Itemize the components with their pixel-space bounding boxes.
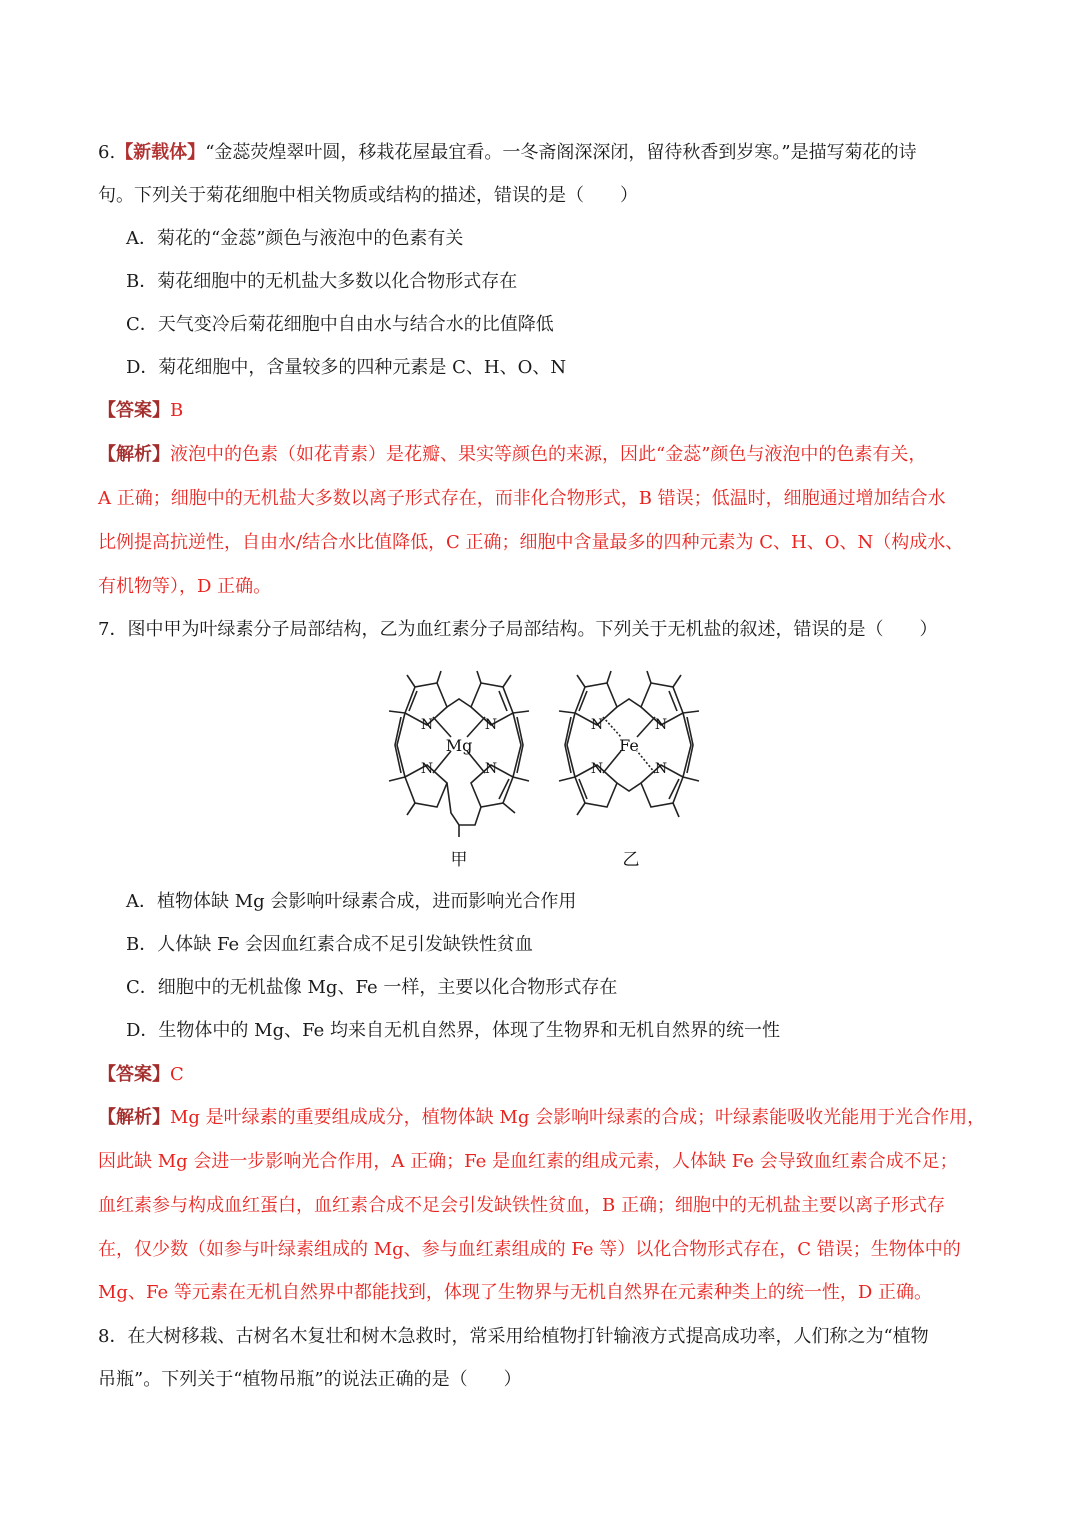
q7-analysis-line-1 <box>98 1105 998 1131</box>
q7-analysis-line-3: 血红素参与构成血红蛋白，血红素合成不足会引发缺铁性贫血，B 正确；细胞中的无机盐主要以离子形式存 <box>98 1195 945 1216</box>
q6-tag: 【新载体】 <box>115 142 206 163</box>
q7-option-c: C．细胞中的无机盐像 Mg、Fe 一样，主要以化合物形式存在 <box>126 977 618 998</box>
chlorophyll-caption: 甲 <box>450 850 468 870</box>
q7-analysis-text-1: Mg 是叶绿素的重要组成成分，植物体缺 Mg 会影响叶绿素的合成；叶绿素能吸收光能用于光合作用， <box>170 1107 986 1128</box>
q6-option-b: B．菊花细胞中的无机盐大多数以化合物形式存在 <box>126 271 518 292</box>
q6-analysis-line-2: A 正确；细胞中的无机盐大多数以离子形式存在，而非化合物形式，B 错误；低温时，细胞通过增加结合水 <box>98 488 946 509</box>
chlorophyll-center-metal: Mg <box>445 736 473 755</box>
q8-stem-line-2: 吊瓶”。下列关于“植物吊瓶”的说法正确的是（ ） <box>98 1369 522 1390</box>
q6-analysis-line-3: 比例提高抗逆性，自由水/结合水比值降低，C 正确；细胞中含量最多的四种元素为 C、H、O、N（构成水、 <box>98 532 964 553</box>
q7-analysis-line-4: 在，仅少数（如参与叶绿素组成的 Mg、参与血红素组成的 Fe 等）以化合物形式存在，C 错误；生物体中的 <box>98 1239 961 1260</box>
chlorophyll-n-top-right: N <box>484 717 498 733</box>
heme-n-bottom-right: N <box>654 761 668 777</box>
q7-answer-label: 【答案】 <box>98 1064 170 1085</box>
q6-stem-text-1: “金蕊荧煌翠叶圆，移栽花屋最宜看。一冬斋阁深深闭，留待秋香到岁寒。”是描写菊花的诗 <box>205 142 917 163</box>
q7-stem: 7．图中甲为叶绿素分子局部结构，乙为血红素分子局部结构。下列关于无机盐的叙述，错误的是（ ） <box>98 619 938 640</box>
q7-analysis-label: 【解析】 <box>98 1107 170 1128</box>
q6-stem-line-2: 句。下列关于菊花细胞中相关物质或结构的描述，错误的是（ ） <box>98 185 638 206</box>
q6-analysis-label: 【解析】 <box>98 444 170 465</box>
heme-n-top-right: N <box>654 717 668 733</box>
q7-analysis-line-2: 因此缺 Mg 会进一步影响光合作用，A 正确；Fe 是血红素的组成元素，人体缺 Fe 会导致血红素合成不足； <box>98 1151 958 1172</box>
q6-stem-line-1 <box>98 140 998 166</box>
q8-stem-line-1: 8．在大树移栽、古树名木复壮和树木急救时，常采用给植物打针输液方式提高成功率，人们称之为“植物 <box>98 1326 929 1347</box>
chlorophyll-n-top-left: N <box>420 717 434 733</box>
q7-option-b: B．人体缺 Fe 会因血红素合成不足引发缺铁性贫血 <box>126 934 533 955</box>
q6-analysis-line-1 <box>98 442 998 468</box>
heme-n-top-left: N <box>590 717 604 733</box>
porphyrin-figure <box>375 665 715 875</box>
q6-answer-label: 【答案】 <box>98 400 170 421</box>
chlorophyll-n-bottom-left: N <box>420 761 434 777</box>
chlorophyll-n-bottom-right: N <box>484 761 498 777</box>
q7-answer-value: C <box>170 1064 184 1085</box>
porphyrin-structures-diagram <box>375 665 715 875</box>
q6-option-c: C．天气变冷后菊花细胞中自由水与结合水的比值降低 <box>126 314 554 335</box>
q7-answer <box>98 1062 998 1088</box>
q6-number: 6. <box>98 142 116 163</box>
q7-analysis-line-5: Mg、Fe 等元素在无机自然界中都能找到，体现了生物界与无机自然界在元素种类上的统一性，D 正确。 <box>98 1282 932 1303</box>
q6-answer <box>98 398 998 424</box>
q6-option-d: D．菊花细胞中，含量较多的四种元素是 C、H、O、N <box>126 357 567 378</box>
q6-answer-value: B <box>170 400 184 421</box>
heme-center-metal: Fe <box>619 736 639 755</box>
heme-n-bottom-left: N <box>590 761 604 777</box>
q7-option-a: A．植物体缺 Mg 会影响叶绿素合成，进而影响光合作用 <box>126 891 577 912</box>
q6-analysis-text-1: 液泡中的色素（如花青素）是花瓣、果实等颜色的来源，因此“金蕊”颜色与液泡中的色素有关， <box>170 444 927 465</box>
q6-analysis-line-4: 有机物等），D 正确。 <box>98 576 272 597</box>
heme-caption: 乙 <box>622 850 640 870</box>
q7-option-d: D．生物体中的 Mg、Fe 均来自无机自然界，体现了生物界和无机自然界的统一性 <box>126 1020 780 1041</box>
q6-option-a: A．菊花的“金蕊”颜色与液泡中的色素有关 <box>126 228 464 249</box>
